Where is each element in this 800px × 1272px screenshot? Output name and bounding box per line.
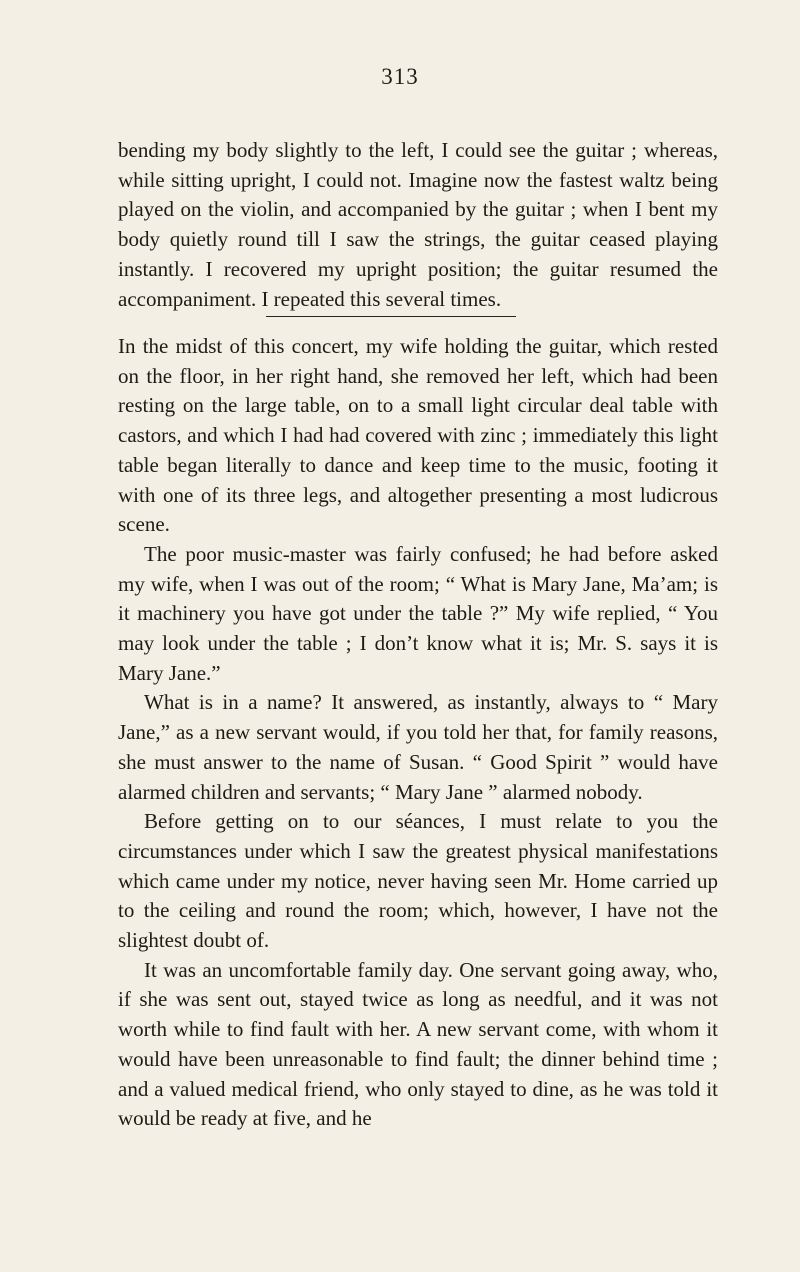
section-divider <box>266 316 516 317</box>
text-section-1 <box>118 136 718 314</box>
text-section-2 <box>118 332 718 1134</box>
paragraph: What is in a name? It answered, as instantly, always to “ Mary Jane,” as a new servant would, if you told her that, for family reasons, she must answer to the name of Susan. “ Good Spirit ” would have alarmed children and servants; “ Mary Jane ” alarmed nobody. <box>118 690 718 804</box>
paragraph: The poor music-master was fairly confused; he had before asked my wife, when I was out of the room; “ What is Mary Jane, Ma’am; is it machinery you have got under the table ?” My wife replied, “ You may look under the table ; I don’t know what it is; Mr. S. says it is Mary Jane.” <box>118 541 718 685</box>
paragraph: Before getting on to our séances, I must relate to you the circumstances under which I saw the greatest physical manifestations which came under my notice, never having seen Mr. Home carried up to the ceiling and round the room; which, however, I have not the slightest doubt of. <box>118 809 718 953</box>
paragraph: bending my body slightly to the left, I could see the guitar ; whereas, while sitting upright, I could not. Imagine now the fastest waltz being played on the violin, and accompanied by the guitar ; when I bent my body quietly round till I saw the strings, the guitar ceased playing instantly. I recovered my upright position; the guitar resumed the accompaniment. I repeated this several times. <box>118 138 718 311</box>
page-number: 313 <box>381 64 419 89</box>
paragraph: In the midst of this concert, my wife holding the guitar, which rested on the floor, in her right hand, she removed her left, which had been resting on the large table, on to a small light circular deal table with castors, and which I had had covered with zinc ; immediately this light table began literally to dance and keep time to the music, footing it with one of its three legs, and altogether presenting a most ludicrous scene. <box>118 334 718 537</box>
paragraph: It was an uncomfortable family day. One servant going away, who, if she was sent out, stayed twice as long as needful, and it was not worth while to find fault with her. A new servant come, with whom it would have been unreasonable to find fault; the dinner behind time ; and a valued medical friend, who only stayed to dine, as he was told it would be ready at five, and he <box>118 957 718 1131</box>
